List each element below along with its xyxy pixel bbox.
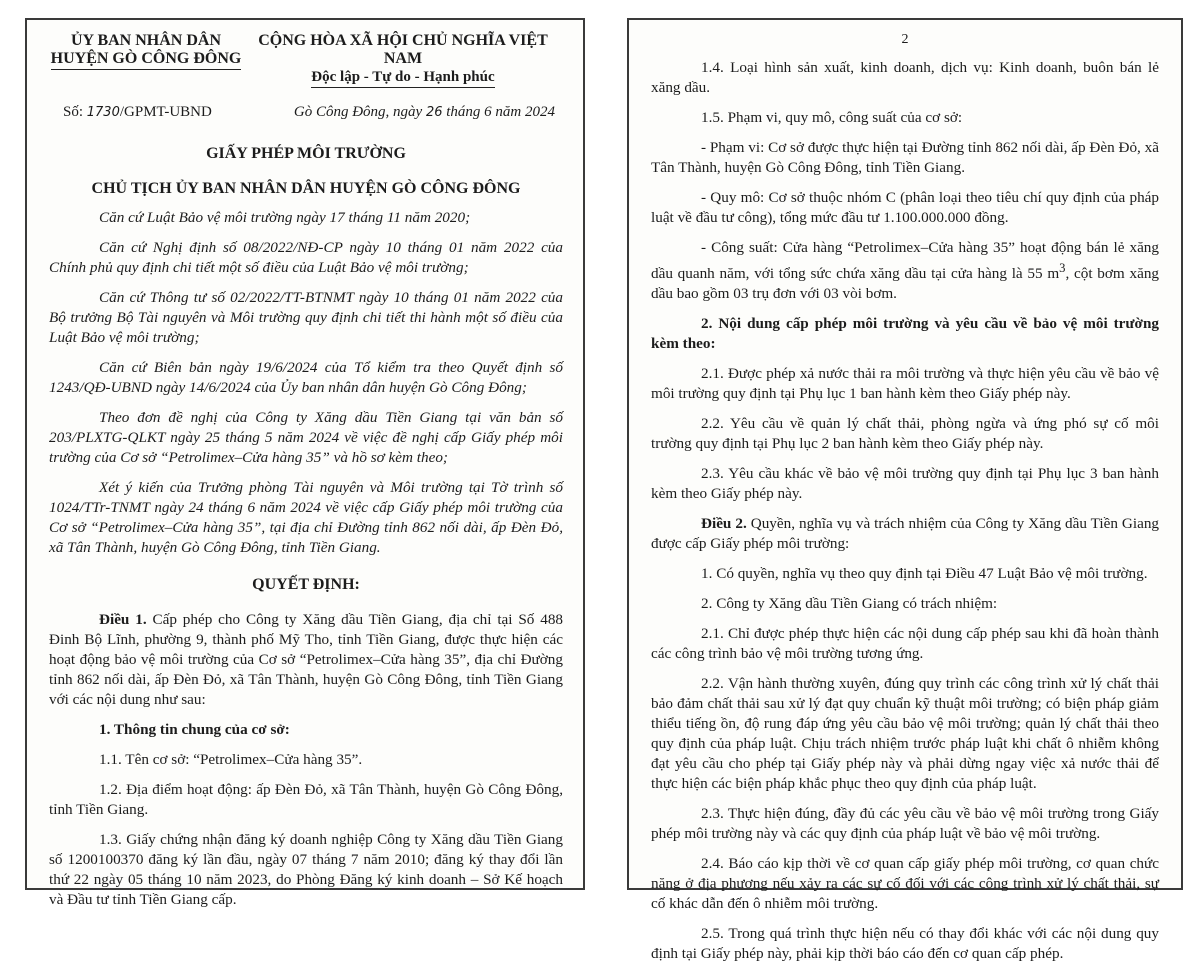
- agency-line-1: ỦY BAN NHÂN DÂN: [70, 32, 222, 49]
- document-page-1: [25, 18, 585, 908]
- national-heading: [243, 32, 563, 88]
- basis-paragraph: Căn cứ Nghị định số 08/2022/NĐ-CP ngày 10 tháng 01 năm 2022 của Chính phủ quy định chi tiết một số điều của Luật Bảo vệ môi trường;: [49, 239, 563, 276]
- nation-motto: Độc lập - Tự do - Hạnh phúc: [311, 68, 494, 88]
- issuing-agency: [49, 32, 243, 88]
- article-1-text: Cấp phép cho Công ty Xăng dầu Tiền Giang, địa chỉ tại Số 488 Đinh Bộ Lĩnh, phường 9, thành phố Mỹ Tho, tỉnh Tiền Giang, được thực hiện các hoạt động bảo vệ môi trường của Cơ sở “Petrolimex–Cửa hàng 35”, địa chỉ Đường tỉnh 862 nối dài, ấp Đèn Đỏ, xã Tân Thành, huyện Gò Công Đông, tỉnh Tiền Giang với các nội dung như sau:: [49, 611, 564, 708]
- decision-heading: QUYẾT ĐỊNH:: [252, 576, 360, 593]
- capacity-paragraph: - Công suất: Cửa hàng “Petrolimex–Cửa hàng 35” hoạt động bán lẻ xăng dầu quanh năm, với tổng sức chứa xăng dầu tại cửa hàng là 55 $m^3$, cột bơm xăng dầu bao gồm 03 trụ đơn với 03 vòi bơm.: [651, 239, 1160, 303]
- basis-paragraph: Căn cứ Thông tư số 02/2022/TT-BTNMT ngày 10 tháng 01 năm 2022 của Bộ trưởng Bộ Tài nguyên và Môi trường quy định chi tiết thi hành một số điều của Luật Bảo vệ môi trường;: [49, 289, 563, 346]
- document-header: [49, 32, 563, 88]
- list-item: 2.1. Chỉ được phép thực hiện các nội dung cấp phép sau khi đã hoàn thành các công trình bảo vệ môi trường tương ứng.: [651, 625, 1159, 663]
- article-2: Điều 2. Quyền, nghĩa vụ và trách nhiệm của Công ty Xăng dầu Tiền Giang được cấp Giấy phép môi trường:: [651, 515, 1160, 553]
- article-2-label: Điều 2.: [701, 515, 747, 533]
- basis-paragraph: Theo đơn đề nghị của Công ty Xăng dầu Tiền Giang tại văn bản số 203/PLXTG-QLKT ngày 25 tháng 5 năm 2024 về việc đề nghị cấp Giấy phép môi trường của Cơ sở “Petrolimex–Cửa hàng 35” và hồ sơ kèm theo;: [49, 409, 563, 466]
- basis-paragraph: Xét ý kiến của Trưởng phòng Tài nguyên và Môi trường tại Tờ trình số 1024/TTr-TNMT ngày 24 tháng 6 năm 2024 về việc cấp Giấy phép môi trường của Cơ sở “Petrolimex–Cửa hàng 35”, tại địa chỉ Đường tỉnh 862 nối dài, ấp Đèn Đỏ, xã Tân Thành, huyện Gò Công Đông, tỉnh Tiền Giang.: [49, 479, 563, 556]
- paragraph: 1.4. Loại hình sản xuất, kinh doanh, dịch vụ: Kinh doanh, buôn bán lẻ xăng dầu.: [651, 59, 1159, 96]
- document-title: GIẤY PHÉP MÔI TRƯỜNG: [206, 145, 406, 162]
- list-item: 2.2. Yêu cầu về quản lý chất thải, phòng ngừa và ứng phó sự cố môi trường quy định tại Phụ lục 2 ban hành kèm theo Giấy phép này.: [651, 415, 1159, 453]
- list-item: 2.5. Trong quá trình thực hiện nếu có thay đổi khác với các nội dung quy định tại Giấy phép này, phải kịp thời báo cáo đến cơ quan cấp phép.: [651, 925, 1159, 963]
- list-item: 2.3. Yêu cầu khác về bảo vệ môi trường quy định tại Phụ lục 3 ban hành kèm theo Giấy phép này.: [651, 465, 1159, 503]
- list-item: 2.2. Vận hành thường xuyên, đúng quy trình các công trình xử lý chất thải bảo đảm chất thải sau xử lý đạt quy chuẩn kỹ thuật môi trường; có biện pháp giảm thiểu tiếng ồn, độ rung đáp ứng yêu cầu bảo vệ môi trường; quản lý chất thải theo quy định của pháp luật. Chịu trách nhiệm trước pháp luật khi chất ô nhiễm không đạt yêu cầu cho phép tại Giấy phép này và phải dừng ngay việc xả nước thải để thực hiện các biện pháp khắc phục theo quy định của pháp luật.: [651, 675, 1159, 793]
- paragraph: 1. Có quyền, nghĩa vụ theo quy định tại Điều 47 Luật Bảo vệ môi trường.: [701, 565, 1148, 583]
- article-1-label: Điều 1.: [99, 611, 147, 628]
- page-number: 2: [901, 32, 909, 47]
- section-2-heading: 2. Nội dung cấp phép môi trường và yêu cầu về bảo vệ môi trường kèm theo:: [651, 315, 1159, 353]
- list-item: 1.2. Địa điểm hoạt động: ấp Đèn Đỏ, xã Tân Thành, huyện Gò Công Đông, tỉnh Tiền Giang.: [49, 781, 563, 818]
- document-number: Số: 1730/GPMT-UBND: [63, 104, 212, 120]
- list-item: 2.4. Báo cáo kịp thời về cơ quan cấp giấy phép môi trường, cơ quan chức năng ở địa phương nếu xảy ra các sự cố đối với các công trình xử lý chất thải, sự cố khác dẫn đến ô nhiễm môi trường.: [651, 855, 1159, 913]
- place-date: Gò Công Đông, ngày 26 tháng 6 năm 2024: [293, 104, 555, 120]
- document-page-2: [627, 18, 1183, 963]
- list-item: 1.1. Tên cơ sở: “Petrolimex–Cửa hàng 35”.: [99, 751, 363, 768]
- list-item: 2.3. Thực hiện đúng, đầy đủ các yêu cầu về bảo vệ môi trường trong Giấy phép môi trường này và các quy định của pháp luật về bảo vệ môi trường.: [651, 805, 1159, 843]
- paragraph: - Phạm vi: Cơ sở được thực hiện tại Đường tỉnh 862 nối dài, ấp Đèn Đỏ, xã Tân Thành, huyện Gò Công Đông, tỉnh Tiền Giang.: [651, 139, 1159, 176]
- basis-paragraph: Căn cứ Luật Bảo vệ môi trường ngày 17 tháng 11 năm 2020;: [99, 209, 471, 226]
- handwritten-day: 26: [425, 105, 443, 120]
- section-1-heading: 1. Thông tin chung của cơ sở:: [99, 721, 290, 738]
- list-item: 1.3. Giấy chứng nhận đăng ký doanh nghiệp Công ty Xăng dầu Tiền Giang số 1200100370 đăng ký lần đầu, ngày 07 tháng 7 năm 2010; đăng ký thay đổi lần thứ 22 ngày 05 tháng 10 năm 2023, do Phòng Đăng ký kinh doanh – Sở Kế hoạch và Đầu tư tỉnh Tiền Giang cấp.: [49, 831, 563, 908]
- article-1: [49, 610, 563, 910]
- paragraph: 2. Công ty Xăng dầu Tiền Giang có trách nhiệm:: [701, 595, 998, 613]
- agency-line-2: HUYỆN GÒ CÔNG ĐÔNG: [51, 50, 242, 70]
- nation-line-1: CỘNG HÒA XÃ HỘI CHỦ NGHĨA VIỆT NAM: [258, 32, 548, 67]
- handwritten-number: 1730: [86, 105, 120, 120]
- document-authority: CHỦ TỊCH ỦY BAN NHÂN DÂN HUYỆN GÒ CÔNG ĐÔNG: [91, 180, 521, 197]
- paragraph: - Quy mô: Cơ sở thuộc nhóm C (phân loại theo tiêu chí quy định của pháp luật về đầu tư công), tổng mức đầu tư 1.100.000.000 đồng.: [651, 189, 1159, 226]
- paragraph: 1.5. Phạm vi, quy mô, công suất của cơ sở:: [701, 109, 963, 126]
- list-item: 2.1. Được phép xả nước thải ra môi trường và thực hiện yêu cầu về bảo vệ môi trường quy định tại Phụ lục 1 ban hành kèm theo Giấy phép này.: [651, 365, 1159, 403]
- document-meta: [49, 104, 563, 121]
- basis-paragraph: Căn cứ Biên bản ngày 19/6/2024 của Tổ kiểm tra theo Quyết định số 1243/QĐ-UBND ngày 14/6/2024 của Ủy ban nhân dân huyện Gò Công Đông;: [49, 359, 563, 396]
- page-2-body: [651, 58, 1159, 964]
- legal-basis: [49, 208, 563, 558]
